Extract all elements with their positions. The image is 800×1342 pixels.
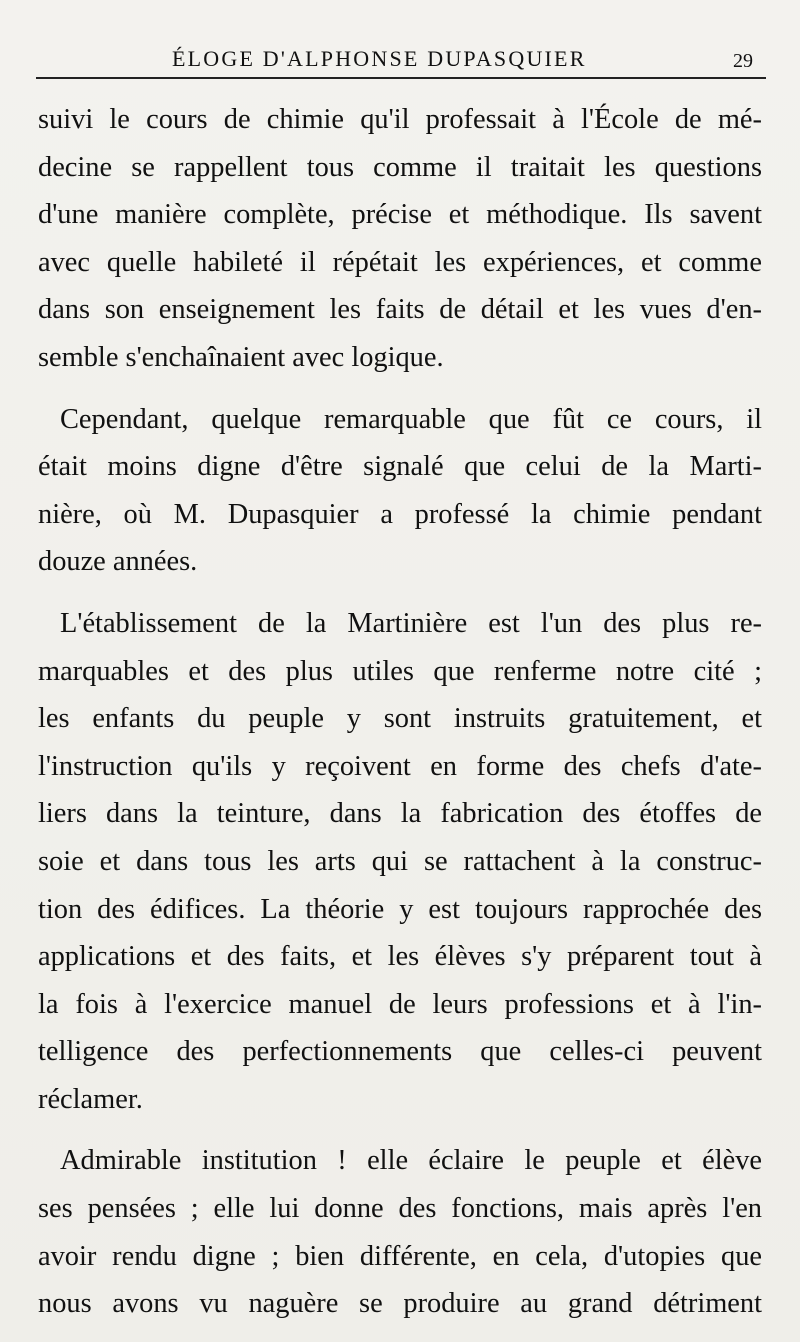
text-line: telligence des perfectionnements que celles-ci peuvent [38,1036,762,1068]
text-line: douze années. [38,546,198,578]
text-line: soie et dans tous les arts qui se rattachent à la construc- [38,845,762,877]
text-line: d'une manière complète, précise et méthodique. Ils savent [38,199,762,231]
text-line: L'établissement de la Martinière est l'un des plus re- [60,607,762,639]
text-line: tion des édifices. La théorie y est toujours rapprochée des [38,893,762,925]
text-line: Cependant, quelque remarquable que fût ce cours, il [60,403,762,435]
page-number: 29 [733,50,753,72]
running-title: ÉLOGE D'ALPHONSE DUPASQUIER [172,46,587,71]
text-line: était moins digne d'être signalé que celui de la Marti- [38,451,762,483]
text-line: nous avons vu naguère se produire au grand détriment [38,1288,762,1320]
body-text [38,96,762,1342]
paragraph [38,1137,762,1327]
text-line: ses pensées ; elle lui donne des fonctions, mais après l'en [38,1193,762,1225]
text-line: semble s'enchaînaient avec logique. [38,341,444,373]
text-line: réclamer. [38,1083,143,1115]
text-line: liers dans la teinture, dans la fabrication des étoffes de [38,798,762,830]
text-line: dans son enseignement les faits de détail et les vues d'en- [38,294,762,326]
text-line: l'instruction qu'ils y reçoivent en forme des chefs d'ate- [38,750,762,782]
text-line: nière, où M. Dupasquier a professé la chimie pendant [38,498,762,530]
text-line: marquables et des plus utiles que renferme notre cité ; [38,655,762,687]
text-line: avoir rendu digne ; bien différente, en cela, d'utopies que [38,1240,762,1272]
text-line: decine se rappellent tous comme il traitait les questions [38,151,762,183]
text-line: suivi le cours de chimie qu'il professait à l'École de mé- [38,104,762,135]
header-rule [36,77,766,79]
running-head [0,30,800,70]
paragraph [38,96,762,382]
text-line: les enfants du peuple y sont instruits gratuitement, et [38,703,762,735]
text-line: avec quelle habileté il répétait les expériences, et comme [38,246,762,278]
text-line: Admirable institution ! elle éclaire le peuple et élève [60,1145,762,1177]
paragraph [38,396,762,586]
text-line: applications et des faits, et les élèves s'y préparent tout à [38,941,762,973]
paragraph [38,600,762,1124]
text-line: la fois à l'exercice manuel de leurs professions et à l'in- [38,988,762,1020]
